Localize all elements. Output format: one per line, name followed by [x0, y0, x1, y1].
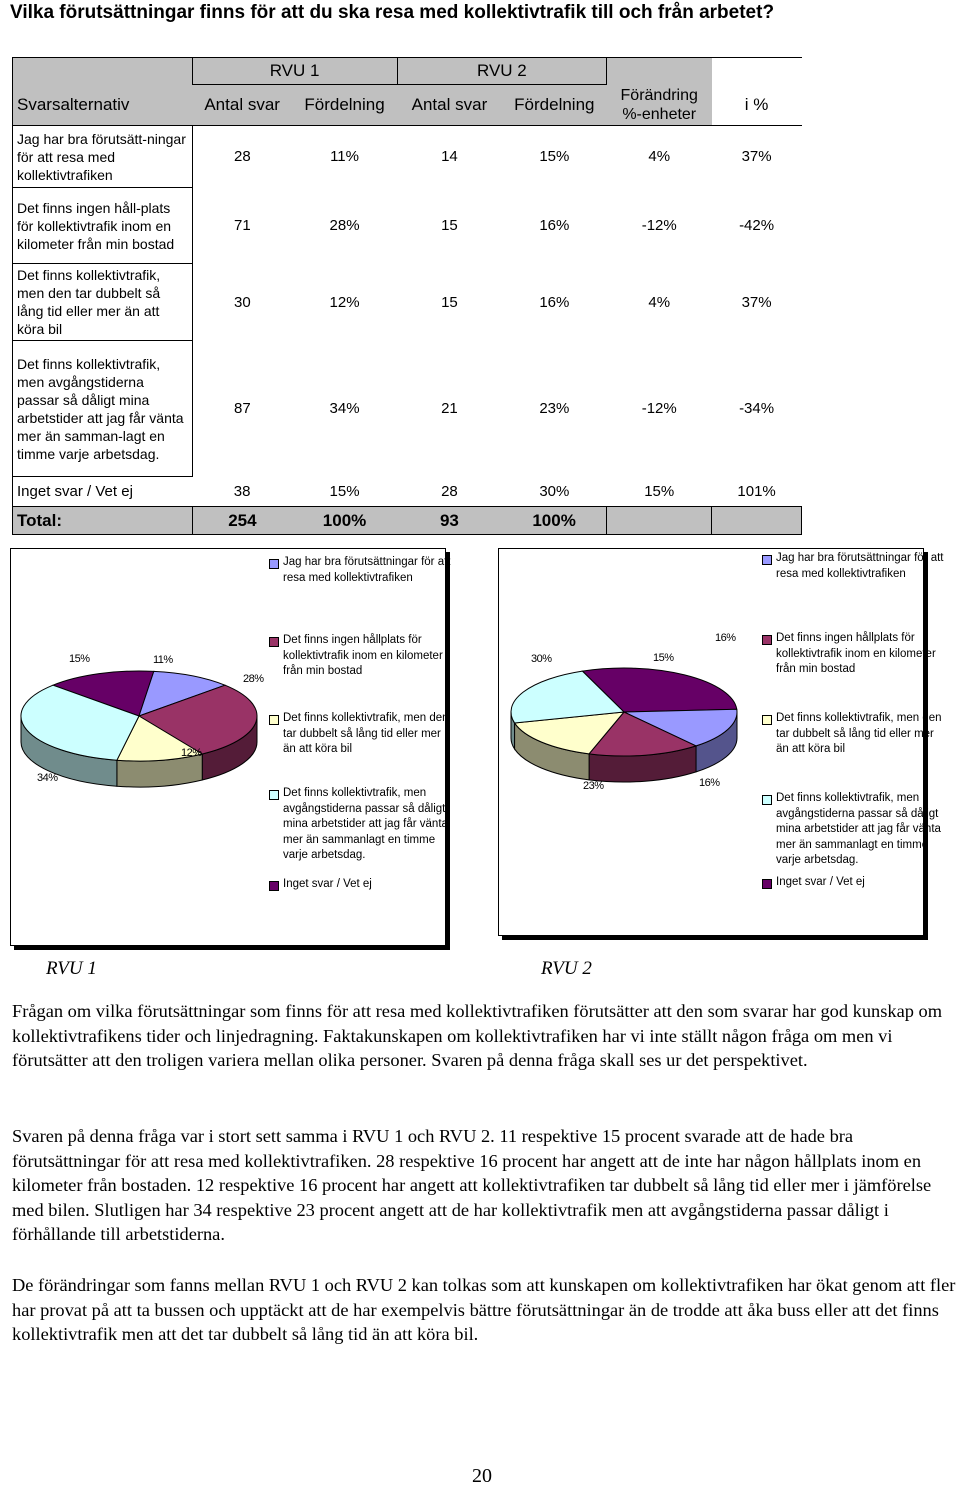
cell: 34% — [329, 400, 360, 417]
legend-label: Jag har bra förutsättningar för att resa med kollektivtrafiken — [776, 552, 944, 580]
caption-rvu1: RVU 1 — [46, 958, 97, 979]
cell: 15% — [329, 482, 360, 500]
cell: 23% — [539, 400, 570, 417]
pie-chart-rvu2 — [498, 548, 944, 936]
legend-swatch — [269, 881, 279, 891]
page-title: Vilka förutsättningar finns för att du ska resa med kollektivtrafik till och från arbetet? — [10, 2, 775, 23]
cell: 16% — [539, 293, 570, 311]
cell: 16% — [539, 217, 570, 234]
total-empty-cell — [712, 507, 802, 535]
column-header-antal-svar-1: Antal svar — [192, 85, 292, 126]
header-spacer — [712, 58, 802, 85]
pie-label: 34% — [37, 772, 58, 784]
legend-label: Inget svar / Vet ej — [283, 878, 372, 890]
pie-label: 12% — [181, 747, 202, 759]
cell: 37% — [741, 148, 772, 166]
cell: 21 — [441, 400, 458, 417]
column-header-fordelning-2: Fördelning — [502, 85, 607, 126]
cell: -42% — [739, 217, 775, 234]
cell: 15 — [441, 293, 458, 311]
table-total-row — [13, 507, 802, 535]
legend-label: Det finns kollektivtrafik, men avgångstiderna passar så dåligt mina arbetstider att jag får vänta mer än sammanlagt en timme varje arbetsdag. — [283, 787, 448, 861]
cell: -34% — [739, 400, 775, 417]
legend-swatch — [762, 635, 772, 645]
legend-label: Inget svar / Vet ej — [776, 876, 865, 888]
survey-table — [12, 57, 802, 535]
pie-label: 16% — [715, 632, 736, 644]
pie-label: 28% — [243, 673, 264, 685]
row-label: Det finns kollektivtrafik, men avgångstiderna passar så dåligt mina arbetstider att jag får vänta mer än samman-lagt en timme varje arbetsdag. — [13, 341, 193, 477]
table-row — [13, 477, 802, 507]
pie-label: 16% — [699, 777, 720, 789]
legend-swatch — [269, 790, 279, 800]
legend-label: Det finns kollektivtrafik, men den tar dubbelt så lång tid eller mer än att köra bil — [283, 712, 449, 755]
table-row — [13, 188, 802, 264]
row-label: Inget svar / Vet ej — [13, 477, 193, 507]
pie-label: 15% — [653, 652, 674, 664]
legend-label: Det finns kollektivtrafik, men den tar dubbelt så lång tid eller mer än att köra bil — [776, 712, 942, 755]
total-cell: 254 — [192, 507, 292, 535]
cell: 71 — [234, 217, 251, 234]
total-cell: 100% — [502, 507, 607, 535]
pie-label: 11% — [153, 654, 173, 666]
column-header-svarsalternativ: Svarsalternativ — [13, 85, 193, 126]
cell: 37% — [741, 293, 772, 311]
cell: 15 — [441, 217, 458, 234]
table-row — [13, 264, 802, 341]
legend-swatch — [762, 879, 772, 889]
cell: 30% — [539, 482, 570, 500]
paragraph: De förändringar som fanns mellan RVU 1 och RVU 2 kan tolkas som att kunskapen om kollektivtrafiken har ökat genom att fler har provat på att ta bussen och upptäckt att de har exempelvis bättre förutsättningar än de trodde att åka buss eller att det finns kollektivtrafik men att det tar dubbelt så lång tid än att köra bil. — [12, 1275, 956, 1344]
cell: 101% — [737, 482, 776, 500]
pie-label: 30% — [531, 653, 552, 665]
total-cell: 100% — [292, 507, 397, 535]
header-corner — [13, 58, 193, 85]
cell: 11% — [330, 148, 359, 166]
legend-label: Jag har bra förutsättningar för att resa med kollektivtrafiken — [283, 556, 451, 584]
page-number: 20 — [472, 1465, 492, 1487]
legend-swatch — [269, 637, 279, 647]
total-cell: 93 — [397, 507, 502, 535]
cell: 4% — [648, 148, 671, 166]
cell: 12% — [329, 293, 360, 311]
total-empty-cell — [607, 507, 712, 535]
legend-swatch — [269, 715, 279, 725]
group-header-rvu1: RVU 1 — [192, 58, 397, 85]
column-header-antal-svar-2: Antal svar — [397, 85, 502, 126]
legend-swatch — [269, 559, 279, 569]
pie-chart-rvu1 — [10, 548, 451, 946]
cell: 14 — [441, 148, 458, 166]
caption-rvu2: RVU 2 — [541, 958, 592, 979]
pie-plot-area — [11, 549, 271, 945]
row-label: Jag har bra förutsätt-ningar för att resa med kollektivtrafiken — [13, 126, 193, 188]
pie-plot-area — [499, 549, 759, 935]
column-header-procent: i % — [712, 85, 802, 126]
cell: 38 — [233, 482, 251, 500]
paragraph: Svaren på denna fråga var i stort sett samma i RVU 1 och RVU 2. 11 respektive 15 procent svarade att de hade bra förutsättningar för att resa med kollektivtrafiken. 28 respektive 16 procent har angett att de inte har någon hållplats inom en kilometer från bostaden. 12 respektive 16 procent har angett att kollektivtrafiken tar dubbelt så lång tid eller mer i jämförelse med bilen. Slutligen har 34 respektive 23 procent angett att de har kollektivtrafik men att avgångstiderna passar dåligt i förhållande till arbetstiderna. — [12, 1126, 932, 1244]
legend-swatch — [762, 555, 772, 565]
legend-label: Det finns kollektivtrafik, men avgångstiderna passar så dåligt mina arbetstider att jag får vänta mer än sammanlagt en timme varje arbetsdag. — [776, 792, 941, 866]
cell: 28 — [234, 148, 251, 166]
cell: 15% — [644, 482, 675, 500]
cell: -12% — [641, 400, 677, 417]
cell: 28 — [441, 482, 458, 500]
legend-label: Det finns ingen hållplats för kollektivtrafik inom en kilometer från min bostad — [283, 634, 443, 677]
group-header-rvu2: RVU 2 — [397, 58, 607, 85]
legend-label: Det finns ingen hållplats för kollektivtrafik inom en kilometer från min bostad — [776, 632, 936, 675]
pie-label: 23% — [583, 780, 604, 792]
cell: 87 — [234, 400, 251, 417]
cell: 30 — [234, 293, 251, 311]
column-header-forandring: Förändring %-enheter — [607, 85, 712, 126]
total-label: Total: — [13, 507, 193, 535]
cell: 4% — [648, 293, 671, 311]
pie-label: 15% — [69, 653, 90, 665]
table-row — [13, 126, 802, 188]
paragraph: Frågan om vilka förutsättningar som finns för att resa med kollektivtrafiken förutsätter att den som svarar har god kunskap om kollektivtrafikens tider och linjedragning. Faktakunskapen om kollektivtrafiken har vi inte ställt någon fråga om men vi förutsätter att den troligen variera mellan olika personer. Svaren på denna fråga skall ses ur det perspektivet. — [12, 1001, 943, 1070]
cell: -12% — [641, 217, 677, 234]
cell: 15% — [539, 148, 570, 166]
legend-swatch — [762, 795, 772, 805]
legend-swatch — [762, 715, 772, 725]
cell: 28% — [329, 217, 360, 234]
column-header-fordelning-1: Fördelning — [292, 85, 397, 126]
row-label: Det finns ingen håll-plats för kollektivtrafik inom en kilometer från min bostad — [13, 188, 193, 264]
row-label: Det finns kollektivtrafik, men den tar dubbelt så lång tid eller mer än att köra bil — [13, 264, 193, 341]
table-row — [13, 341, 802, 477]
header-spacer — [607, 58, 712, 85]
